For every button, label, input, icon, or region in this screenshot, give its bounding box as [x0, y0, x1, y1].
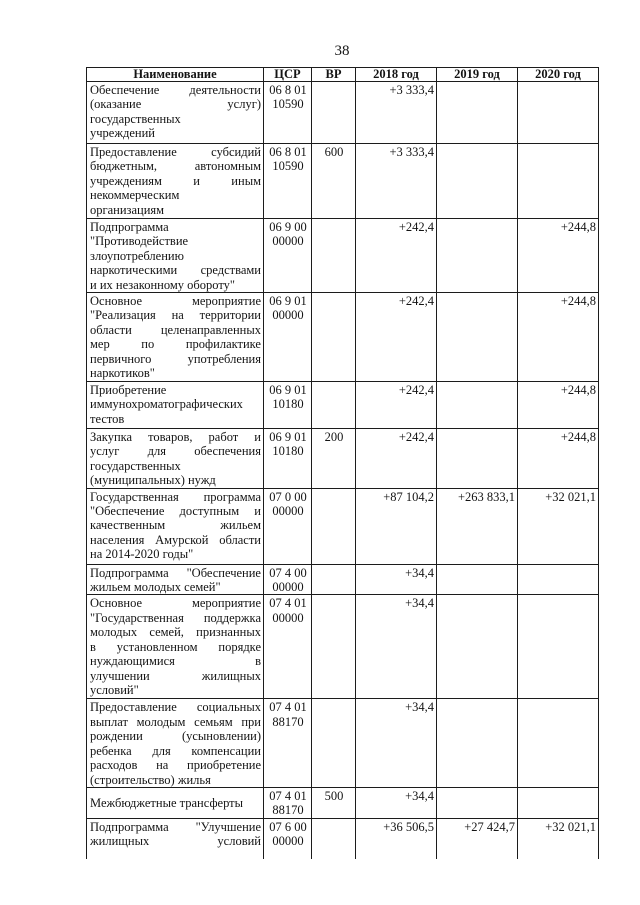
name-line: Приобретение — [90, 383, 167, 398]
header-2019: 2019 год — [437, 68, 518, 82]
csr-line: 10590 — [272, 97, 304, 112]
csr-line: 07 4 00 — [269, 565, 307, 580]
name-line: бюджетным, автономным — [90, 159, 261, 174]
name-line: "Государственная поддержка — [90, 610, 261, 625]
header-name: Наименование — [87, 68, 264, 82]
vr-cell — [312, 293, 356, 382]
header-2018: 2018 год — [356, 68, 437, 82]
csr-cell — [264, 293, 312, 382]
vr-cell: 200 — [312, 429, 356, 489]
amount-2019-cell — [437, 787, 518, 818]
csr-line: 06 9 00 — [269, 220, 307, 234]
name-cell — [87, 382, 264, 429]
name-cell — [87, 787, 264, 818]
amount-2019-cell — [437, 219, 518, 293]
name-line: расходов на приобретение — [90, 758, 261, 773]
name-line: Предоставление субсидий — [90, 145, 261, 159]
csr-cell — [264, 787, 312, 818]
name-line: улучшении жилищных — [90, 668, 261, 683]
amount-2020-cell — [518, 82, 599, 144]
name-cell — [87, 488, 264, 564]
name-line: тестов — [90, 411, 125, 426]
table-row — [87, 382, 599, 429]
name-line: наркотическими средствами — [90, 263, 261, 278]
amount-2019-cell — [437, 595, 518, 699]
name-line: области целенаправленных — [90, 322, 261, 337]
amount-2018-cell: +242,4 — [356, 219, 437, 293]
name-cell — [87, 82, 264, 144]
amount-2020-cell — [518, 595, 599, 699]
table-row — [87, 787, 599, 818]
name-cell — [87, 219, 264, 293]
csr-line: 00000 — [272, 308, 304, 323]
amount-2018-cell: +36 506,5 — [356, 818, 437, 859]
header-vr: ВР — [312, 68, 356, 82]
csr-line: 10590 — [272, 159, 304, 174]
csr-line: 07 4 01 — [269, 788, 307, 803]
amount-2019-cell — [437, 699, 518, 787]
name-line: иммунохроматографических — [90, 397, 243, 412]
name-line: некоммерческим — [90, 188, 180, 203]
name-line: Основное мероприятие — [90, 294, 261, 309]
csr-line: 00000 — [272, 834, 304, 849]
vr-cell — [312, 564, 356, 595]
name-line: "Обеспечение доступным и — [90, 504, 261, 519]
amount-2019-cell — [437, 382, 518, 429]
amount-2020-cell — [518, 787, 599, 818]
amount-2018-cell: +87 104,2 — [356, 488, 437, 564]
table-row — [87, 488, 599, 564]
vr-cell — [312, 82, 356, 144]
name-line: молодых семей, признанных — [90, 625, 261, 640]
name-line: Подпрограмма "Обеспечение — [90, 565, 261, 580]
name-line: жильем молодых семей" — [90, 580, 221, 595]
amount-2019-cell — [437, 293, 518, 382]
amount-2018-cell: +3 333,4 — [356, 82, 437, 144]
name-line: (оказание услуг) — [90, 97, 261, 112]
header-2020: 2020 год — [518, 68, 599, 82]
name-line: государственных — [90, 458, 181, 473]
csr-line: 07 4 01 — [269, 596, 307, 611]
name-line: жилищных условий — [90, 834, 261, 849]
csr-cell — [264, 595, 312, 699]
amount-2018-cell: +3 333,4 — [356, 144, 437, 219]
amount-2020-cell: +32 021,1 — [518, 488, 599, 564]
name-line: (муниципальных) нужд — [90, 473, 216, 488]
table-row — [87, 818, 599, 859]
amount-2020-cell: +244,8 — [518, 293, 599, 382]
csr-cell — [264, 699, 312, 787]
amount-2020-cell — [518, 564, 599, 595]
name-line: Обеспечение деятельности — [90, 83, 261, 97]
amount-2020-cell: +244,8 — [518, 429, 599, 489]
name-cell — [87, 293, 264, 382]
name-line: организациям — [90, 202, 165, 217]
table-body — [87, 82, 599, 860]
amount-2018-cell: +242,4 — [356, 382, 437, 429]
name-line: Подпрограмма "Улучшение — [90, 819, 261, 834]
table-row — [87, 564, 599, 595]
amount-2018-cell: +242,4 — [356, 293, 437, 382]
name-line: (строительство) жилья — [90, 772, 211, 787]
csr-line: 00000 — [272, 504, 304, 519]
csr-line: 07 6 00 — [269, 819, 307, 834]
name-line: Закупка товаров, работ и — [90, 430, 261, 445]
amount-2020-cell — [518, 699, 599, 787]
name-line: нуждающимися в — [90, 654, 261, 669]
name-line: Подпрограмма — [90, 220, 169, 234]
amount-2020-cell: +244,8 — [518, 219, 599, 293]
name-line: учреждений — [90, 126, 155, 141]
csr-line: 07 4 01 — [269, 700, 307, 715]
vr-cell — [312, 219, 356, 293]
name-line: выплат молодым семьям при — [90, 714, 261, 729]
amount-2019-cell: +263 833,1 — [437, 488, 518, 564]
amount-2019-cell: +27 424,7 — [437, 818, 518, 859]
csr-line: 10180 — [272, 444, 304, 459]
name-line: "Реализация на территории — [90, 308, 261, 323]
vr-cell — [312, 382, 356, 429]
csr-cell — [264, 429, 312, 489]
name-cell — [87, 595, 264, 699]
csr-line: 06 8 01 — [269, 83, 307, 97]
csr-line: 07 0 00 — [269, 489, 307, 504]
name-cell — [87, 699, 264, 787]
amount-2018-cell: +34,4 — [356, 595, 437, 699]
name-line: учреждениям и иным — [90, 173, 261, 188]
amount-2018-cell: +242,4 — [356, 429, 437, 489]
table-row — [87, 429, 599, 489]
name-line: Предоставление социальных — [90, 700, 261, 715]
page-number: 38 — [334, 43, 350, 59]
table-header-row — [87, 68, 599, 82]
amount-2018-cell: +34,4 — [356, 787, 437, 818]
amount-2019-cell — [437, 144, 518, 219]
name-line: Межбюджетные трансферты — [90, 796, 244, 811]
name-line: и их незаконному обороту" — [90, 277, 235, 292]
name-line: первичного употребления — [90, 351, 261, 366]
name-line: в установленном порядке — [90, 639, 261, 654]
name-line: Государственная программа — [90, 489, 261, 504]
name-line: рождении (усыновлении) — [90, 729, 261, 744]
table-row — [87, 144, 599, 219]
amount-2020-cell — [518, 144, 599, 219]
table-row — [87, 82, 599, 144]
csr-line: 06 9 01 — [269, 430, 307, 445]
vr-cell — [312, 818, 356, 859]
amount-2019-cell — [437, 82, 518, 144]
name-cell — [87, 564, 264, 595]
csr-line: 06 9 01 — [269, 294, 307, 309]
name-line: качественным жильем — [90, 518, 261, 533]
name-cell — [87, 818, 264, 859]
name-line: "Противодействие — [90, 234, 189, 249]
name-line: услуг для обеспечения — [90, 444, 261, 459]
budget-table — [86, 67, 599, 859]
amount-2018-cell: +34,4 — [356, 699, 437, 787]
amount-2019-cell — [437, 429, 518, 489]
csr-line: 06 8 01 — [269, 145, 307, 159]
table-row — [87, 595, 599, 699]
table-row — [87, 293, 599, 382]
csr-cell — [264, 382, 312, 429]
vr-cell: 600 — [312, 144, 356, 219]
csr-cell — [264, 488, 312, 564]
vr-cell — [312, 699, 356, 787]
vr-cell: 500 — [312, 787, 356, 818]
name-line: наркотиков" — [90, 366, 155, 381]
amount-2020-cell: +244,8 — [518, 382, 599, 429]
table-row — [87, 219, 599, 293]
amount-2019-cell — [437, 564, 518, 595]
csr-cell — [264, 564, 312, 595]
amount-2020-cell: +32 021,1 — [518, 818, 599, 859]
table-row — [87, 699, 599, 787]
name-cell — [87, 144, 264, 219]
vr-cell — [312, 488, 356, 564]
csr-cell — [264, 219, 312, 293]
name-line: государственных — [90, 111, 181, 126]
csr-line: 06 9 01 — [269, 383, 307, 398]
csr-line: 00000 — [272, 610, 304, 625]
name-line: на 2014-2020 годы" — [90, 547, 194, 562]
vr-cell — [312, 595, 356, 699]
name-line: населения Амурской области — [90, 532, 261, 547]
name-line: ребенка для компенсации — [90, 743, 261, 758]
name-cell — [87, 429, 264, 489]
csr-cell — [264, 144, 312, 219]
header-csr: ЦСР — [264, 68, 312, 82]
csr-line: 88170 — [272, 714, 304, 729]
name-line: мер по профилактике — [90, 337, 261, 352]
name-line: Основное мероприятие — [90, 596, 261, 611]
csr-cell — [264, 82, 312, 144]
csr-line: 00000 — [272, 234, 304, 249]
csr-line: 10180 — [272, 397, 304, 412]
name-line: злоупотреблению — [90, 248, 184, 263]
name-line: условий" — [90, 682, 139, 697]
csr-line: 88170 — [272, 803, 304, 818]
amount-2018-cell: +34,4 — [356, 564, 437, 595]
csr-cell — [264, 818, 312, 859]
csr-line: 00000 — [272, 580, 304, 595]
